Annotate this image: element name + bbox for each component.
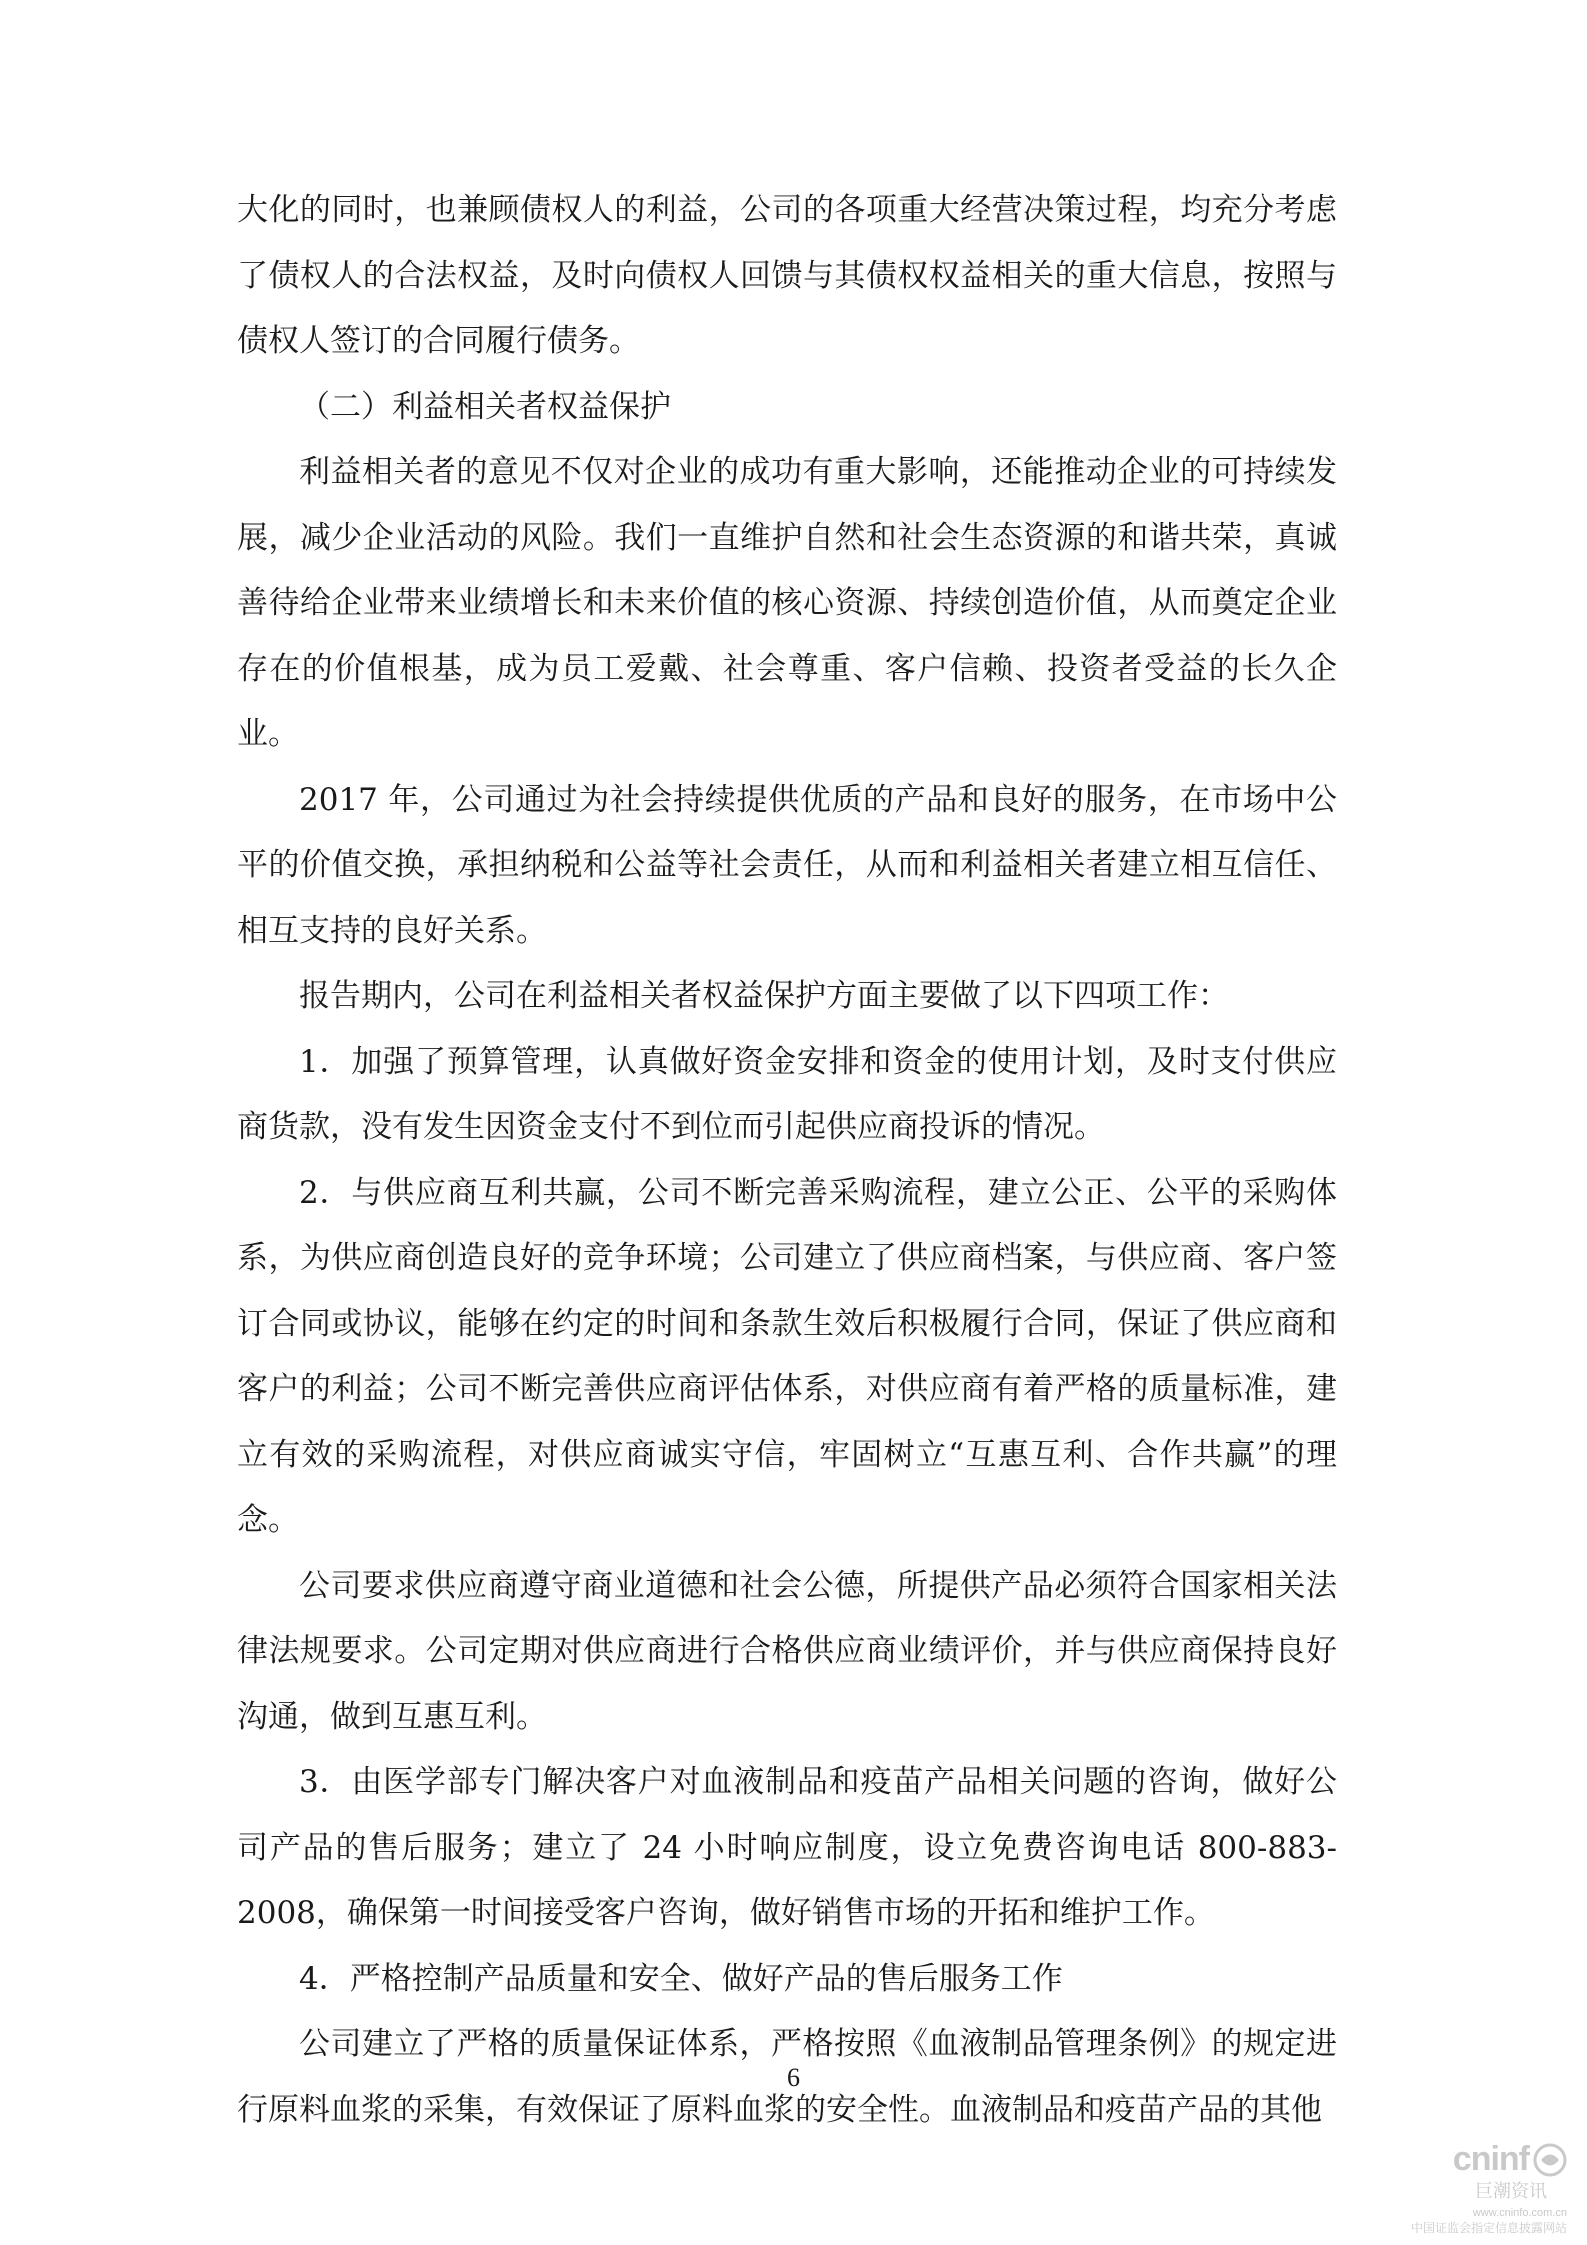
paragraph-creditor-rights: 大化的同时，也兼顾债权人的利益，公司的各项重大经营决策过程，均充分考虑了债权人的合法权益，及时向债权人回馈与其债权权益相关的重大信息，按照与债权人签订的合同履行债务。 — [237, 192, 1337, 359]
paragraph-four-items-intro: 报告期内，公司在利益相关者权益保护方面主要做了以下四项工作： — [299, 978, 1229, 1014]
list-item-quality-control: 4．严格控制产品质量和安全、做好产品的售后服务工作 — [299, 1960, 1063, 1997]
watermark-url: www.cninfo.com.cn — [1472, 2207, 1567, 2219]
list-item-budget: 1．加强了预算管理，认真做好资金安排和资金的使用计划，及时支付供应商货款，没有发生因资金支付不到位而引起供应商投诉的情况。 — [237, 1043, 1337, 1145]
page-number: 6 — [787, 2063, 800, 2092]
watermark-brand: cninf — [1452, 2140, 1529, 2178]
list-item-customer-consulting: 3．由医学部专门解决客户对血液制品和疫苗产品相关问题的咨询，做好公司产品的售后服务；建立了 24 小时响应制度，设立免费咨询电话 800-883-2008，确保第一时间接受客户咨询，做好销售市场的开拓和维护工作。 — [237, 1764, 1337, 1931]
paragraph-2017-relations: 2017 年，公司通过为社会持续提供优质的产品和良好的服务，在市场中公平的价值交换，承担纳税和公益等社会责任，从而和利益相关者建立相互信任、相互支持的良好关系。 — [237, 781, 1337, 949]
cninfo-watermark — [1397, 2140, 1567, 2240]
watermark-caption: 中国证监会指定信息披露网站 — [1410, 2221, 1567, 2235]
paragraph-quality-system: 公司建立了严格的质量保证体系，严格按照《血液制品管理条例》的规定进行原料血浆的采集，有效保证了原料血浆的安全性。血液制品和疫苗产品的其他 — [237, 2026, 1337, 2128]
watermark-logo — [1397, 2140, 1567, 2179]
list-item-supplier-cooperation: 2．与供应商互利共赢，公司不断完善采购流程，建立公正、公平的采购体系，为供应商创造良好的竞争环境；公司建立了供应商档案，与供应商、客户签订合同或协议，能够在约定的时间和条款生效后积极履行合同，保证了供应商和客户的利益；公司不断完善供应商评估体系，对供应商有着严格的质量标准，建立有效的采购流程，对供应商诚实守信，牢固树立“互惠互利、合作共赢”的理念。 — [237, 1174, 1337, 1538]
document-body — [237, 178, 1337, 2143]
section-heading-stakeholders: （二）利益相关者权益保护 — [299, 388, 671, 425]
paragraph-supplier-requirements: 公司要求供应商遵守商业道德和社会公德，所提供产品必须符合国家相关法律法规要求。公司定期对供应商进行合格供应商业绩评价，并与供应商保持良好沟通，做到互惠互利。 — [237, 1567, 1337, 1735]
watermark-brand-cn: 巨潮资讯 — [1475, 2181, 1547, 2201]
paragraph-stakeholder-opinions: 利益相关者的意见不仅对企业的成功有重大影响，还能推动企业的可持续发展，减少企业活动的风险。我们一直维护自然和社会生态资源的和谐共荣，真诚善待给企业带来业绩增长和未来价值的核心资源、持续创造价值，从而奠定企业存在的价值根基，成为员工爱戴、社会尊重、客户信赖、投资者受益的长久企业。 — [237, 454, 1337, 752]
cninfo-logo-icon — [1533, 2143, 1567, 2177]
